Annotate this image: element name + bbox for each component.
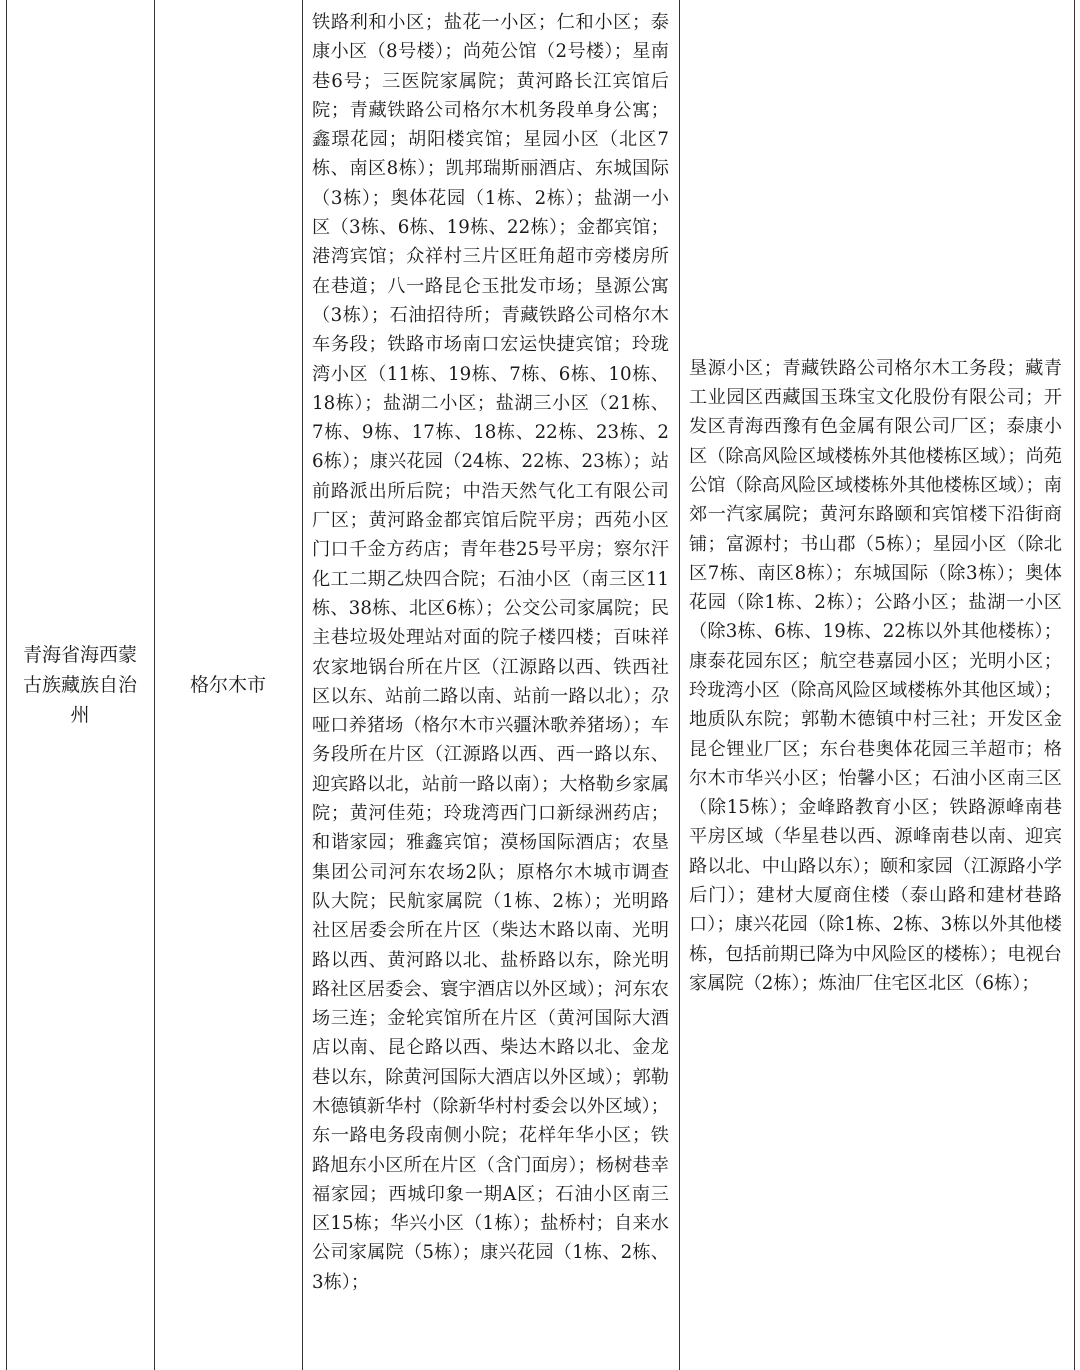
region-cell — [6, 0, 154, 1370]
region-name: 青海省海西蒙古族藏族自治州 — [22, 644, 137, 726]
medium-risk-areas-text: 垦源小区；青藏铁路公司格尔木工务段；藏青工业园区西藏国玉珠宝文化股份有限公司；开发区青海西豫有色金属有限公司厂区；泰康小区（除高风险区域楼栋外其他楼栋区域）；尚苑公馆（除高风险区域楼栋外其他楼栋区域）；南郊一汽家属院；黄河东路颐和宾馆楼下沿街商铺；富源村；书山郡（5栋）；星园小区（除北区7栋、南区8栋）；东城国际（除3栋）；奥体花园（除1栋、2栋）；公路小区；盐湖一小区（除3栋、6栋、19栋、22栋以外其他楼栋）；康泰花园东区；航空巷嘉园小区；光明小区；玲珑湾小区（除高风险区域楼栋外其他区域）；地质队东院；郭勒木德镇中村三社；开发区金昆仑锂业厂区；东台巷奥体花园三羊超市；格尔木市华兴小区；怡馨小区；石油小区南三区（除15栋）；金峰路教育小区；铁路源峰南巷平房区域（华星巷以西、源峰南巷以南、迎宾路以北、中山路以东）；颐和家园（江源路小学后门）；建材大厦商住楼（泰山路和建材巷路口）；康兴花园（除1栋、2栋、3栋以外其他楼栋，包括前期已降为中风险区的楼栋）；电视台家属院（2栋）；炼油厂住宅区北区（6栋）； — [689, 357, 1062, 994]
high-risk-cell — [302, 0, 679, 1370]
city-name: 格尔木市 — [189, 674, 266, 696]
medium-risk-cell — [679, 0, 1074, 1370]
table-border-right — [1074, 0, 1075, 1370]
high-risk-areas-text: 铁路利和小区；盐花一小区；仁和小区；泰康小区（8号楼）；尚苑公馆（2号楼）；星南巷6号；三医院家属院；黄河路长江宾馆后院；青藏铁路公司格尔木机务段单身公寓；鑫璟花园；胡阳楼宾馆；星园小区（北区7栋、南区8栋）；凯邦瑞斯丽酒店、东城国际（3栋）；奥体花园（1栋、2栋）；盐湖一小区（3栋、6栋、19栋、22栋）；金都宾馆；港湾宾馆；众祥村三片区旺角超市旁楼房所在巷道；八一路昆仑玉批发市场；垦源公寓（3栋）；石油招待所；青藏铁路公司格尔木车务段；铁路市场南口宏运快捷宾馆；玲珑湾小区（11栋、19栋、7栋、6栋、10栋、18栋）；盐湖二小区；盐湖三小区（21栋、7栋、9栋、17栋、18栋、22栋、23栋、26栋）；康兴花园（24栋、22栋、23栋）；站前路派出所后院；中浩天然气化工有限公司厂区；黄河路金都宾馆后院平房；西苑小区门口千金方药店；青年巷25号平房；察尔汗化工二期乙炔四合院；石油小区（南三区11栋、38栋、北区6栋）；公交公司家属院；民主巷垃圾处理站对面的院子楼四楼；百味祥农家地锅台所在片区（江源路以西、铁西社区以东、站前二路以南、站前一路以北）；尕哑口养猪场（格尔木市兴疆沐歌养猪场）；车务段所在片区（江源路以西、西一路以东、迎宾路以北，站前一路以南）；大格勒乡家属院；黄河佳苑；玲珑湾西门口新绿洲药店；和谐家园；雅鑫宾馆；漠杨国际酒店；农垦集团公司河东农场2队；原格尔木城市调查队大院；民航家属院（1栋、2栋）；光明路社区居委会所在片区（柴达木路以南、光明路以西、黄河路以北、盐桥路以东，除光明路社区居委会、寰宇酒店以外区域）；河东农场三连；金轮宾馆所在片区（黄河国际大酒店以南、昆仑路以西、柴达木路以北、金龙巷以东，除黄河国际大酒店以外区域）；郭勒木德镇新华村（除新华村村委会以外区域）；东一路电务段南侧小院；花样年华小区；铁路旭东小区所在片区（含门面房）；杨树巷幸福家园；西城印象一期A区；石油小区南三区15栋；华兴小区（1栋）；盐桥村；自来水公司家属院（5栋）；康兴花园（1栋、2栋、3栋）； — [312, 12, 669, 1293]
city-cell — [154, 0, 302, 1370]
